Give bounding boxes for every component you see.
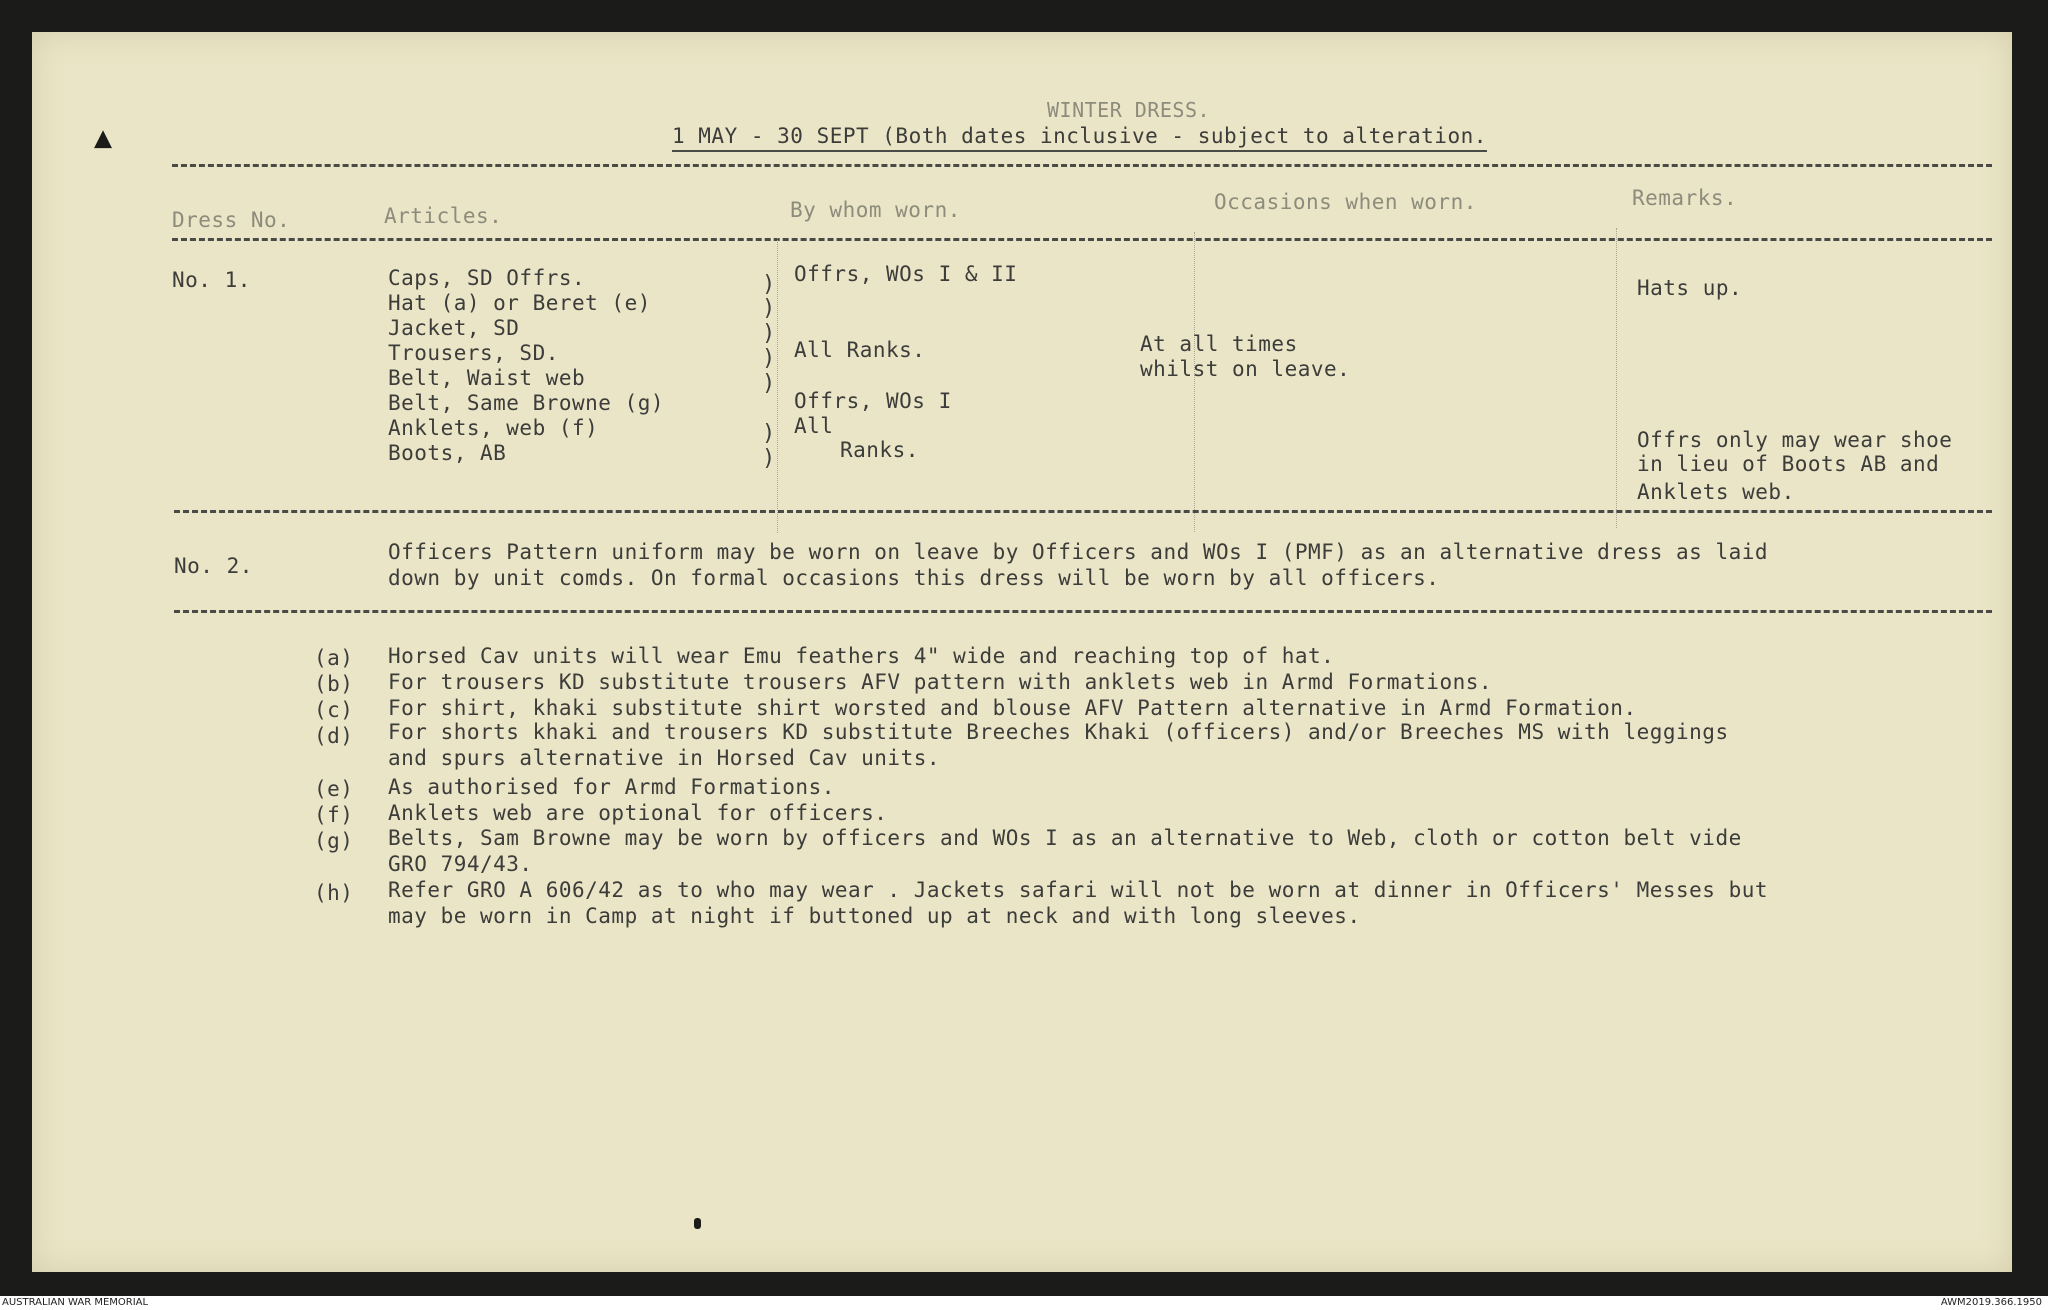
worn-by-item: Ranks. <box>840 438 919 462</box>
occasion-line: whilst on leave. <box>1140 357 1351 381</box>
column-divider <box>1194 232 1195 532</box>
note-line: GRO 794/43. <box>388 852 533 876</box>
note-line: As authorised for Armd Formations. <box>388 775 835 799</box>
top-rule <box>172 164 1992 167</box>
note-mark: (f) <box>314 803 354 827</box>
article-item: Trousers, SD. <box>388 341 559 365</box>
note-line: and spurs alternative in Horsed Cav units. <box>388 746 941 770</box>
remark-line: in lieu of Boots AB and <box>1637 452 1940 476</box>
note-line: Refer GRO A 606/42 as to who may wear . Jackets safari will not be worn at dinner in Officers' Messes but <box>388 878 1769 902</box>
remark-line: Hats up. <box>1637 276 1743 300</box>
worn-by-item: Offrs, WOs I & II <box>794 262 1018 286</box>
article-item: Boots, AB <box>388 441 507 465</box>
note-line: may be worn in Camp at night if buttoned up at neck and with long sleeves. <box>388 904 1361 928</box>
bracket-mark: ) <box>762 272 776 297</box>
header-rule <box>172 238 1992 241</box>
note-line: For trousers KD substitute trousers AFV pattern with anklets web in Armd Formations. <box>388 670 1493 694</box>
bracket-mark: ) <box>762 446 776 471</box>
remark-line: Offrs only may wear shoe <box>1637 428 1953 452</box>
worn-by-item: All <box>794 414 834 438</box>
col-articles: Articles. <box>384 204 503 228</box>
note-mark: (h) <box>314 881 354 905</box>
note-line: For shirt, khaki substitute shirt worsted and blouse AFV Pattern alternative in Armd Formation. <box>388 696 1637 720</box>
document-subtitle: 1 MAY - 30 SEPT (Both dates inclusive - subject to alteration. <box>672 124 1487 152</box>
worn-by-item: Offrs, WOs I <box>794 389 952 413</box>
article-item: Anklets, web (f) <box>388 416 599 440</box>
note-line: Anklets web are optional for officers. <box>388 801 888 825</box>
bracket-mark: ) <box>762 371 776 396</box>
article-item: Hat (a) or Beret (e) <box>388 291 651 315</box>
note-line: For shorts khaki and trousers KD substitute Breeches Khaki (officers) and/or Breeches MS with leggings <box>388 720 1729 744</box>
note-line: Belts, Sam Browne may be worn by officers and WOs I as an alternative to Web, cloth or cotton belt vide <box>388 826 1742 850</box>
document-title: WINTER DRESS. <box>1047 98 1211 122</box>
article-item: Belt, Waist web <box>388 366 586 390</box>
article-item: Belt, Same Browne (g) <box>388 391 665 415</box>
archive-credit: AUSTRALIAN WAR MEMORIAL <box>2 1297 149 1308</box>
bracket-mark: ) <box>762 321 776 346</box>
note-line: Horsed Cav units will wear Emu feathers 4" wide and reaching top of hat. <box>388 644 1335 668</box>
dress-1-number: No. 1. <box>172 268 251 292</box>
section-rule <box>174 610 1992 613</box>
bracket-mark: ) <box>762 421 776 446</box>
punch-hole-mark: ▲ <box>94 120 113 155</box>
note-mark: (e) <box>314 777 354 801</box>
archive-footer <box>0 1296 2048 1310</box>
worn-by-item: All Ranks. <box>794 338 926 362</box>
archive-reference: AWM2019.366.1950 <box>1940 1297 2042 1308</box>
col-remarks: Remarks. <box>1632 186 1738 210</box>
note-mark: (a) <box>314 646 354 670</box>
column-divider <box>777 238 778 533</box>
ink-spot <box>694 1218 701 1229</box>
dress-2-text-line: Officers Pattern uniform may be worn on leave by Officers and WOs I (PMF) as an alternative dress as laid <box>388 540 1769 564</box>
col-dress-no: Dress No. <box>172 208 291 232</box>
section-rule <box>174 510 1992 513</box>
column-divider <box>1616 228 1617 528</box>
bracket-mark: ) <box>762 296 776 321</box>
note-mark: (b) <box>314 672 354 696</box>
note-mark: (d) <box>314 724 354 748</box>
article-item: Jacket, SD <box>388 316 520 340</box>
bracket-mark: ) <box>762 346 776 371</box>
note-mark: (g) <box>314 829 354 853</box>
col-by-whom: By whom worn. <box>790 198 961 222</box>
article-item: Caps, SD Offrs. <box>388 266 586 290</box>
note-mark: (c) <box>314 698 354 722</box>
occasion-line: At all times <box>1140 332 1298 356</box>
document-page <box>32 32 2012 1272</box>
dress-2-number: No. 2. <box>174 554 253 578</box>
remark-line: Anklets web. <box>1637 480 1795 504</box>
dress-2-text-line: down by unit comds. On formal occasions this dress will be worn by all officers. <box>388 566 1440 590</box>
col-occasions: Occasions when worn. <box>1214 190 1477 214</box>
